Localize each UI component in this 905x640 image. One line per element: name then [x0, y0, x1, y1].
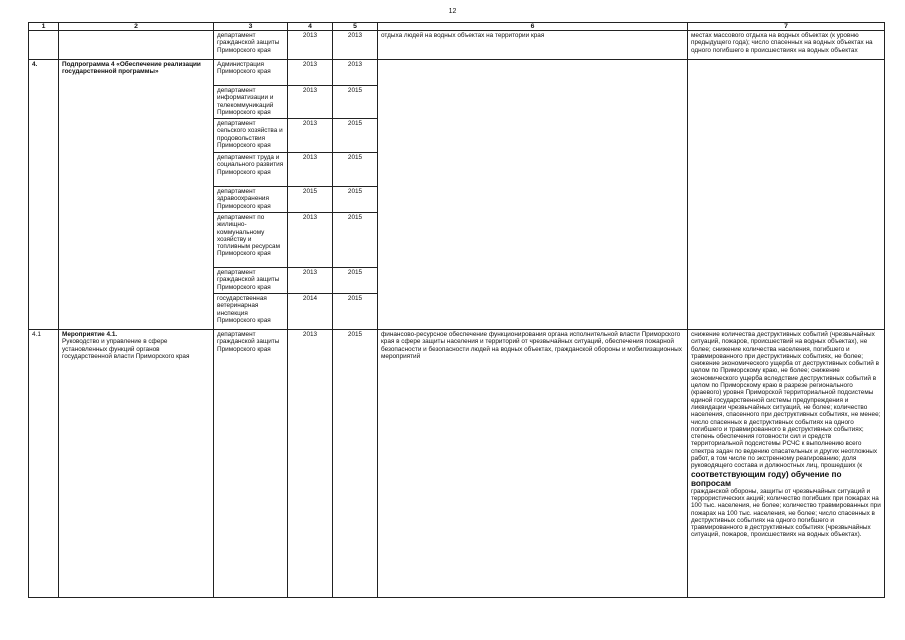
start-year: 2013 [288, 119, 332, 153]
cell-end-years [333, 60, 378, 330]
start-year: 2013 [288, 213, 332, 268]
cell-indicators: местах массового отдыха на водных объектах (к уровню предыдущего года); число спасенных на водных объектах на одного погибшего в происшествиях на водных объектах [688, 31, 885, 60]
cell-executor: департамент гражданской защиты Приморского края [214, 330, 288, 598]
cell-executor: департамент гражданской защиты Приморского края [214, 31, 288, 60]
executor-name: департамент здравоохранения Приморского края [214, 187, 287, 213]
start-year: 2013 [288, 60, 332, 86]
end-year: 2015 [333, 268, 377, 294]
col-header-5: 5 [333, 23, 378, 31]
start-year: 2013 [288, 86, 332, 119]
end-year: 2015 [333, 119, 377, 153]
col-header-4: 4 [288, 23, 333, 31]
end-year: 2015 [333, 187, 377, 213]
cell-start-years [288, 60, 333, 330]
cell-indicators [688, 330, 885, 598]
end-year: 2015 [347, 295, 363, 302]
start-year: 2013 [288, 268, 332, 294]
executor-name: государственная ветеринарная инспекция Приморского края [217, 295, 271, 324]
start-year: 2015 [288, 187, 332, 213]
cell-subprogram-title: Подпрограмма 4 «Обеспечение реализации государственной программы» [59, 60, 214, 330]
cell-num [29, 31, 59, 60]
table-row-continuation [29, 31, 885, 60]
cell-executors [214, 60, 288, 330]
cell-num: 4.1 [29, 330, 59, 598]
cell-end-year: 2013 [333, 31, 378, 60]
indicators-text: снижение количества деструктивных событий (чрезвычайных ситуаций, пожаров, происшествий на водных объектах), не более; снижение количества населения, погибшего и травмированного при деструктивных событиях, не более; снижение экономического ущерба от деструктивных событий в целом по Приморскому краю, не более; снижение экономического ущерба вследствие деструктивных событий в целом по Приморскому краю в разрезе регионального (краевого) уровня Приморской территориальной подсистемы единой государственной системы предупреждения и ликвидации чрезвычайных ситуаций, не более; количество населения, спасенного при деструктивных событиях, не менее; число спасенных в деструктивных событиях на одного погибшего и травмированного в деструктивных событиях; степень обеспечения готовности сил и средств территориальной подсистемы РСЧС к выполнению всего спектра задач по ведению спасательных и других неотложных работ, в том числе по экстренному реагированию; доля руководящего состава и должностных лиц, прошедших (к [691, 331, 881, 470]
executor-list [214, 60, 287, 329]
col-header-6: 6 [378, 23, 688, 31]
start-year: 2013 [288, 153, 332, 187]
table-row-measure [29, 330, 885, 598]
cell-num: 4. [29, 60, 59, 330]
cell-directions [378, 60, 688, 330]
executor-name: департамент гражданской защиты Приморского края [214, 268, 287, 294]
cell-start-year: 2013 [288, 330, 333, 598]
program-table [28, 22, 885, 598]
end-year: 2015 [333, 213, 377, 268]
header-row [29, 23, 885, 31]
executor-name: Администрация Приморского края [214, 60, 287, 86]
start-year: 2014 [302, 295, 318, 302]
executor-name: департамент информатизации и телекоммуникаций Приморского края [214, 86, 287, 119]
executor-name: департамент сельского хозяйства и продовольствия Приморского края [214, 119, 287, 153]
col-header-3: 3 [214, 23, 288, 31]
cell-measure-name [59, 330, 214, 598]
col-header-2: 2 [59, 23, 214, 31]
cell-start-year: 2013 [288, 31, 333, 60]
indicators-text-emphasis: соответствующим году) обучение по вопросам [691, 469, 842, 488]
measure-title: Мероприятие 4.1. [62, 331, 118, 338]
cell-directions: финансово-ресурсное обеспечение функционирования органа исполнительной власти Приморского края в сфере защиты населения и территорий от чрезвычайных ситуаций, обеспечения пожарной безопасности и безопасности людей на водных объектах, гражданской обороны и мобилизационных мероприятий [378, 330, 688, 598]
end-year: 2015 [333, 86, 377, 119]
cell-indicators [688, 60, 885, 330]
end-year: 2015 [333, 153, 377, 187]
measure-description: Руководство и управление в сфере установленных функций органов государственной власти Приморского края [62, 338, 190, 360]
executor-name: департамент труда и социального развития Приморского края [214, 153, 287, 187]
indicators-text-cont: гражданской обороны, защиты от чрезвычайных ситуаций и террористических акций; количество погибших при пожарах на 100 тыс. населения, не более; количество травмированных при пожарах на 100 тыс. населения, не более; число спасенных в деструктивных событиях на одного погибшего и травмированного в деструктивных событиях (чрезвычайных ситуаций, пожаров, происшествиях на водных объектах). [691, 487, 881, 539]
col-header-7: 7 [688, 23, 885, 31]
cell-end-year: 2015 [333, 330, 378, 598]
col-header-1: 1 [29, 23, 59, 31]
table-row-subprogram [29, 60, 885, 330]
page-number: 12 [448, 8, 457, 15]
end-year: 2013 [333, 60, 377, 86]
cell-name [59, 31, 214, 60]
cell-directions: отдыха людей на водных объектах на территории края [378, 31, 688, 60]
executor-name: департамент по жилищно-коммунальному хозяйству и топливным ресурсам Приморского края [214, 213, 287, 268]
